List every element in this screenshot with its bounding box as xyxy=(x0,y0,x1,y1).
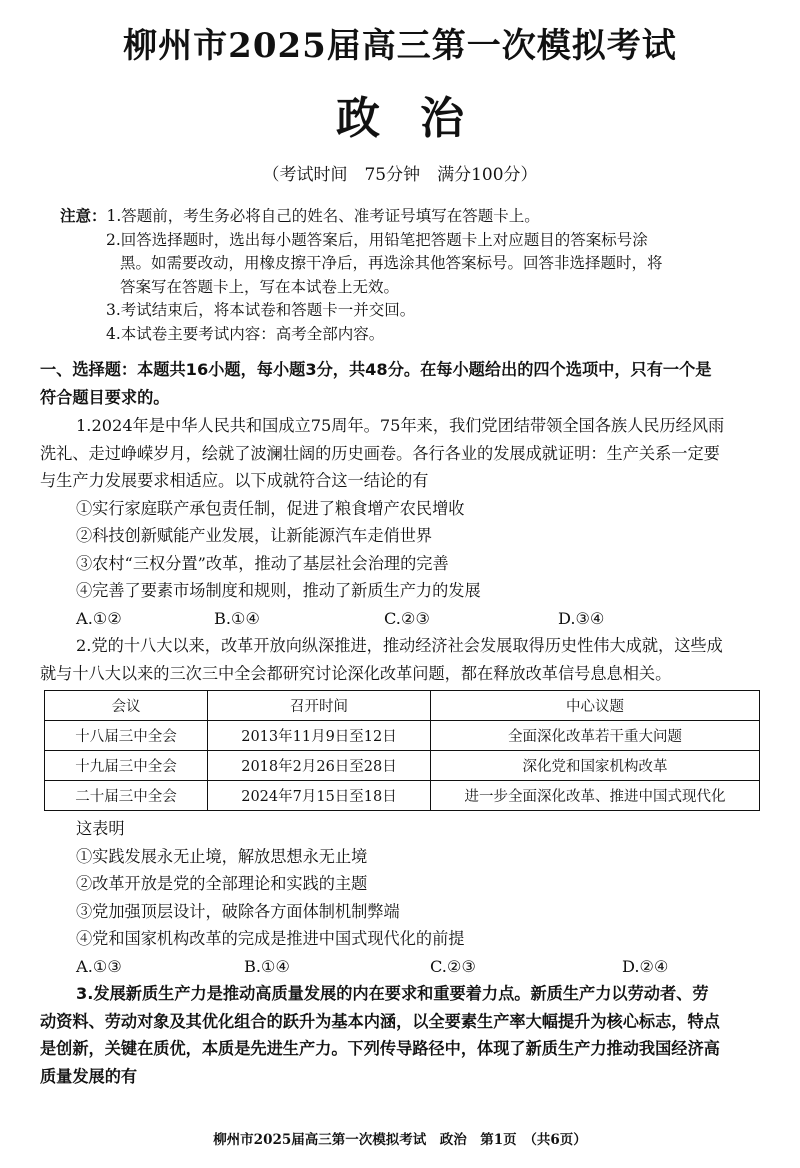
q2-stem-line2: 就与十八大以来的三次三中全会都研究讨论深化改革问题，都在释放改革信号息息相关。 xyxy=(40,663,672,683)
q3-stem-line1: 3.发展新质生产力是推动高质量发展的内在要求和重要着力点。新质生产力以劳动者、劳 xyxy=(76,984,709,1003)
q1-stem-line3: 与生产力发展要求相适应。以下成就符合这一结论的有 xyxy=(40,471,429,490)
section-heading-line1: 一、选择题：本题共16小题，每小题3分，共48分。在每小题给出的四个选项中，只有一个是 xyxy=(40,360,712,379)
section-heading-line2: 符合题目要求的。 xyxy=(40,388,170,407)
table-cell: 2018年2月26日至28日 xyxy=(208,751,431,781)
table-row xyxy=(45,721,760,751)
table-row xyxy=(45,781,760,811)
table-cell: 十九届三中全会 xyxy=(45,751,208,781)
table-cell: 2024年7月15日至18日 xyxy=(208,781,431,811)
question-2 xyxy=(40,632,770,687)
note-item-2-cont: 黑。如需要改动，用橡皮擦干净后，再选涂其他答案标号。回答非选择题时，将 xyxy=(120,254,663,273)
q1-choice-d: D.③④ xyxy=(558,608,605,628)
q3-stem-line2: 动资料、劳动对象及其优化组合的跃升为基本内涵，以全要素生产率大幅提升为核心标志，特点 xyxy=(40,1011,720,1031)
q1-option-2: ②科技创新赋能产业发展，让新能源汽车走俏世界 xyxy=(76,526,433,545)
q1-choices xyxy=(40,605,770,633)
exam-title: 柳州市2025届高三第一次模拟考试 xyxy=(123,26,677,66)
notes-block xyxy=(60,204,760,347)
q2-choice-c: C.②③ xyxy=(430,956,476,976)
q2-choices xyxy=(40,953,770,981)
question-3 xyxy=(40,980,770,1090)
q1-choice-a: A.①② xyxy=(76,608,122,628)
table-cell: 深化党和国家机构改革 xyxy=(431,751,760,781)
q1-option-3: ③农村“三权分置”改革，推动了基层社会治理的完善 xyxy=(76,553,449,573)
table-cell: 全面深化改革若干重大问题 xyxy=(431,721,760,751)
exam-time-score: （考试时间 75分钟 满分100分） xyxy=(262,165,538,185)
q2-option-2: ②改革开放是党的全部理论和实践的主题 xyxy=(76,874,368,893)
note-item-4: 4.本试卷主要考试内容：高考全部内容。 xyxy=(106,324,385,343)
note-item-1: 1.答题前，考生务必将自己的姓名、准考证号填写在答题卡上。 xyxy=(106,207,540,225)
note-item-3: 3.考试结束后，将本试卷和答题卡一并交回。 xyxy=(106,301,416,320)
table-header-meeting: 会议 xyxy=(45,691,208,721)
section-heading xyxy=(40,356,770,412)
q1-stem-line2: 洗礼、走过峥嵘岁月，绘就了波澜壮阔的历史画卷。各行各业的发展成就证明：生产关系一定要 xyxy=(40,443,720,463)
table-header-row xyxy=(45,691,760,721)
q1-option-4: ④完善了要素市场制度和规则，推动了新质生产力的发展 xyxy=(76,581,481,600)
table-cell: 2013年11月9日至12日 xyxy=(208,721,431,751)
plenary-table xyxy=(44,690,760,811)
q2-choice-d: D.②④ xyxy=(622,956,669,976)
q1-stem-line1: 1.2024年是中华人民共和国成立75周年。75年来，我们党团结带领全国各族人民历经风雨 xyxy=(76,416,725,435)
table-cell: 十八届三中全会 xyxy=(45,721,208,751)
q1-option-1: ①实行家庭联产承包责任制，促进了粮食增产农民增收 xyxy=(76,498,465,518)
table-row xyxy=(45,751,760,781)
table-cell: 进一步全面深化改革、推进中国式现代化 xyxy=(431,781,760,811)
q2-choice-b: B.①④ xyxy=(244,956,291,976)
q3-stem-line3: 是创新，关键在质优，本质是先进生产力。下列传导路径中，体现了新质生产力推动我国经济高 xyxy=(40,1039,720,1058)
table-cell: 二十届三中全会 xyxy=(45,781,208,811)
note-item-2-cont2: 答案写在答题卡上，写在本试卷上无效。 xyxy=(120,277,400,296)
q2-choice-a: A.①③ xyxy=(76,956,122,976)
question-1 xyxy=(40,412,770,632)
q1-choice-c: C.②③ xyxy=(384,608,430,628)
question-2-continued xyxy=(40,815,770,980)
q1-choice-b: B.①④ xyxy=(214,608,261,628)
q2-option-4: ④党和国家机构改革的完成是推进中国式现代化的前提 xyxy=(76,929,465,948)
table-header-time: 召开时间 xyxy=(208,691,431,721)
q2-option-3: ③党加强顶层设计，破除各方面体制机制弊端 xyxy=(76,901,400,921)
notes-label: 注意： xyxy=(60,206,107,225)
q3-stem-line4: 质量发展的有 xyxy=(40,1066,138,1086)
q2-option-1: ①实践发展永无止境，解放思想永无止境 xyxy=(76,846,368,866)
page-footer: 柳州市2025届高三第一次模拟考试 政治 第1页 （共6页） xyxy=(213,1132,587,1148)
subject-title: 政治 xyxy=(336,93,504,144)
note-item-2: 2.回答选择题时，选出每小题答案后，用铅笔把答题卡上对应题目的答案标号涂 xyxy=(106,230,648,249)
q2-stem-line1: 2.党的十八大以来，改革开放向纵深推进，推动经济社会发展取得历史性伟大成就，这些成 xyxy=(76,636,723,655)
q2-lead: 这表明 xyxy=(76,819,125,838)
table-header-topic: 中心议题 xyxy=(431,691,760,721)
